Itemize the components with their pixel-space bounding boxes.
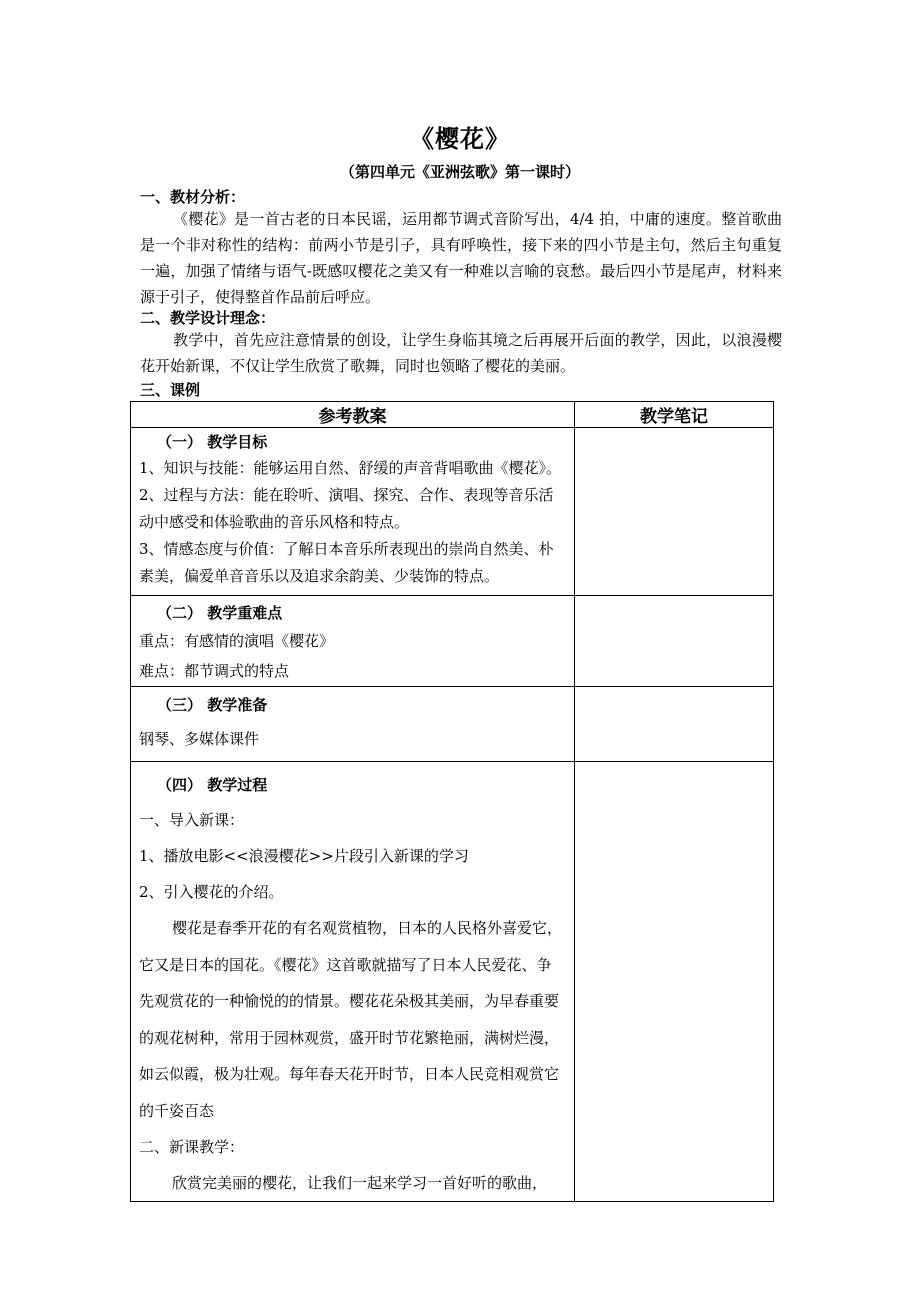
goal-item: 3、情感态度与价值：了解日本音乐所表现出的崇尚自然美、朴素美，偏爱单音音乐以及追求余韵美、少装饰的特点。	[139, 540, 554, 585]
section-heading-example: 三、课例	[140, 381, 201, 399]
section-heading-analysis: 一、教材分析：	[140, 188, 246, 206]
table-row	[131, 687, 774, 762]
document-subtitle: （第四单元《亚洲弦歌》第一课时）	[339, 163, 580, 181]
closing-line: 欣赏完美丽的樱花，让我们一起来学习一首好听的歌曲，	[172, 1174, 548, 1192]
table-row	[131, 428, 774, 596]
document-title: 《樱花》	[410, 124, 510, 153]
goals-title: （一） 教学目标	[157, 433, 268, 451]
notes-cell[interactable]	[575, 687, 774, 762]
key-point-item: 难点：都节调式的特点	[139, 662, 290, 680]
table-header-row	[131, 402, 774, 428]
key-points-cell	[131, 596, 575, 687]
process-line: 2、引入樱花的介绍。	[139, 883, 284, 901]
preparation-title: （三） 教学准备	[157, 696, 268, 714]
table-row	[131, 762, 774, 1202]
key-point-item: 重点：有感情的演唱《樱花》	[139, 632, 335, 650]
design-paragraph: 教学中，首先应注意情景的创设，让学生身临其境之后再展开后面的教学，因此，以浪漫樱花开始新课，不仅让学生欣赏了歌舞，同时也领略了樱花的美丽。	[140, 331, 782, 375]
key-points-title: （二） 教学重难点	[157, 604, 283, 622]
column-header-plan: 参考教案	[131, 402, 575, 428]
process-line: 一、导入新课：	[139, 811, 245, 829]
process-line: 二、新课教学：	[139, 1138, 245, 1156]
preparation-cell	[131, 687, 575, 762]
notes-cell[interactable]	[575, 428, 774, 596]
notes-cell[interactable]	[575, 762, 774, 1202]
analysis-paragraph: 《樱花》是一首古老的日本民谣，运用都节调式音阶写出，4/4 拍，中庸的速度。整首歌曲是一个非对称性的结构：前两小节是引子，具有呼唤性，接下来的四小节是主句，然后主句重复一遍，加强了情绪与语气-既感叹樱花之美又有一种难以言喻的哀愁。最后四小节是尾声，材料来源于引子，使得整首作品前后呼应。	[140, 210, 782, 306]
goals-cell	[131, 428, 575, 596]
sakura-intro-paragraph: 樱花是春季开花的有名观赏植物，日本的人民格外喜爱它，它又是日本的国花。《樱花》这首歌就描写了日本人民爱花、争先观赏花的一种愉悦的的情景。樱花花朵极其美丽，为早春重要的观花树种，常用于园林观赏，盛开时节花繁艳丽，满树烂漫，如云似霞，极为壮观。每年春天花开时节，日本人民竞相观赏它的千姿百态	[139, 919, 563, 1120]
preparation-item: 钢琴、多媒体课件	[139, 730, 260, 748]
goal-item: 1、知识与技能：能够运用自然、舒缓的声音背唱歌曲《樱花》。	[139, 459, 562, 477]
table-row	[131, 596, 774, 687]
column-header-notes: 教学笔记	[575, 402, 774, 428]
notes-cell[interactable]	[575, 596, 774, 687]
goal-item: 2、过程与方法：能在聆听、演唱、探究、合作、表现等音乐活动中感受和体验歌曲的音乐风格和特点。	[139, 486, 554, 531]
process-title: （四） 教学过程	[157, 776, 268, 794]
section-heading-design: 二、教学设计理念：	[140, 309, 276, 327]
lesson-plan-table	[130, 401, 774, 1202]
process-line: 1、播放电影<<浪漫樱花>>片段引入新课的学习	[139, 847, 469, 865]
process-cell	[131, 762, 575, 1202]
